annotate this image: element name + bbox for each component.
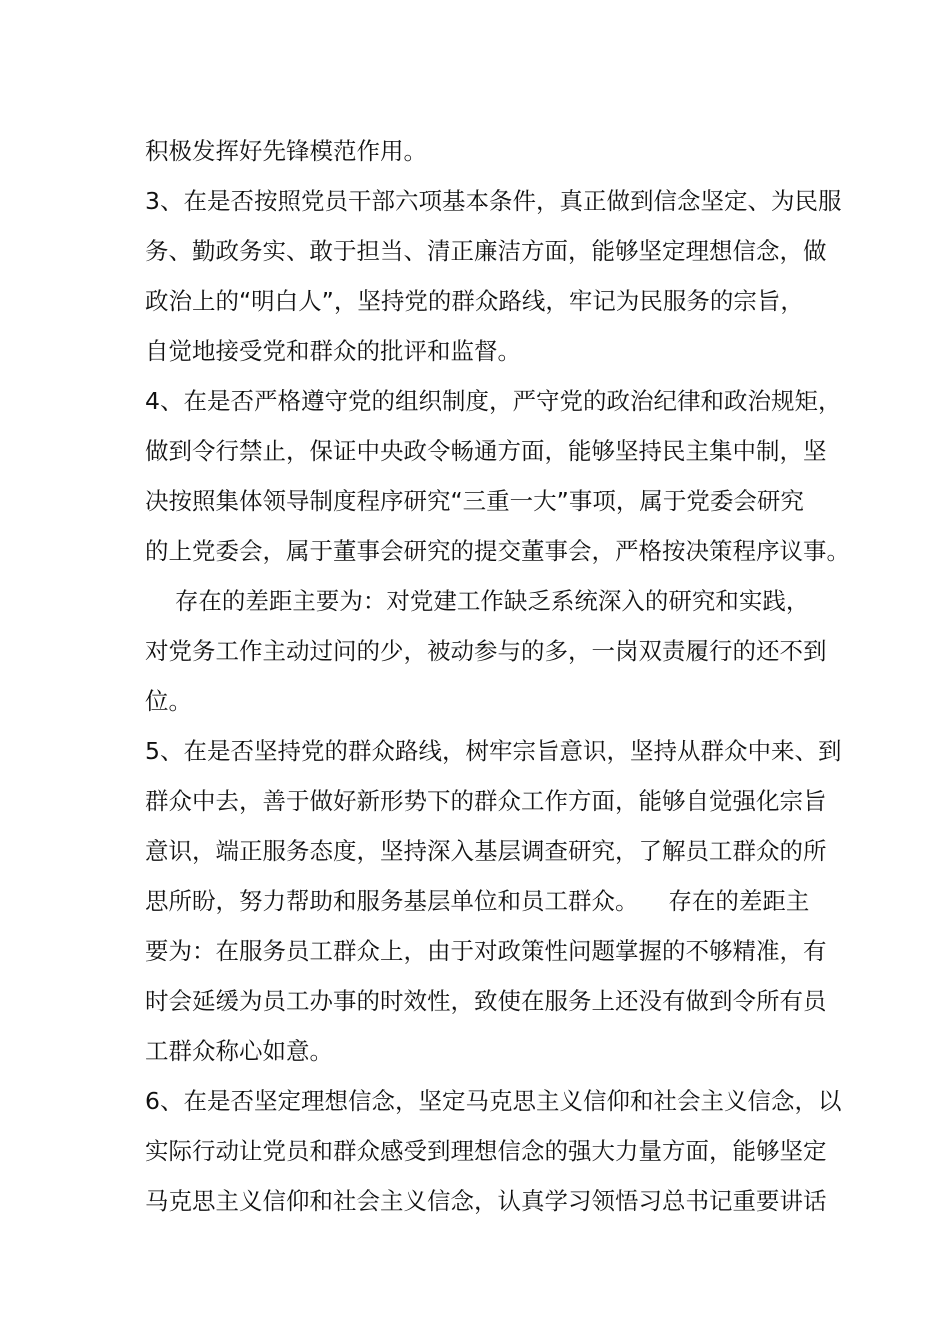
text-line: 群众中去，善于做好新形势下的群众工作方面，能够自觉强化宗旨: [145, 787, 827, 815]
text-line: 时会延缓为员工办事的时效性，致使在服务上还没有做到令所有员: [145, 987, 827, 1015]
text-line: 意识，端正服务态度，坚持深入基层调查研究，了解员工群众的所: [145, 837, 827, 865]
text-line: 4、在是否严格遵守党的组织制度，严守党的政治纪律和政治规矩，: [145, 387, 842, 415]
text-line: 实际行动让党员和群众感受到理想信念的强大力量方面，能够坚定: [145, 1137, 827, 1165]
text-line: 6、在是否坚定理想信念，坚定马克思主义信仰和社会主义信念，以: [145, 1087, 842, 1115]
text-line: 政治上的“明白人”，坚持党的群众路线，牢记为民服务的宗旨，: [145, 287, 804, 315]
text-line: 要为：在服务员工群众上，由于对政策性问题掌握的不够精准，有: [145, 937, 827, 965]
text-line: 对党务工作主动过问的少，被动参与的多，一岗双责履行的还不到: [145, 637, 827, 665]
text-line: 自觉地接受党和群众的批评和监督。: [145, 337, 521, 365]
text-line: 决按照集体领导制度程序研究“三重一大”事项，属于党委会研究: [145, 487, 804, 515]
text-line: 工群众称心如意。: [145, 1037, 333, 1065]
text-line: 位。: [145, 687, 192, 715]
text-line: 积极发挥好先锋模范作用。: [145, 137, 427, 165]
text-line: 3、在是否按照党员干部六项基本条件，真正做到信念坚定、为民服: [145, 187, 842, 215]
text-line: 的上党委会，属于董事会研究的提交董事会，严格按决策程序议事。: [145, 537, 850, 565]
text-line: 5、在是否坚持党的群众路线，树牢宗旨意识，坚持从群众中来、到: [145, 737, 842, 765]
text-line: 做到令行禁止，保证中央政令畅通方面，能够坚持民主集中制，坚: [145, 437, 827, 465]
text-line: 思所盼，努力帮助和服务基层单位和员工群众。 存在的差距主: [145, 887, 810, 915]
document-body: [145, 126, 850, 1226]
text-line: 务、勤政务实、敢于担当、清正廉洁方面，能够坚定理想信念，做: [145, 237, 827, 265]
text-line: 马克思主义信仰和社会主义信念，认真学习领悟习总书记重要讲话: [145, 1187, 827, 1215]
text-line: 存在的差距主要为：对党建工作缺乏系统深入的研究和实践，: [145, 587, 810, 615]
